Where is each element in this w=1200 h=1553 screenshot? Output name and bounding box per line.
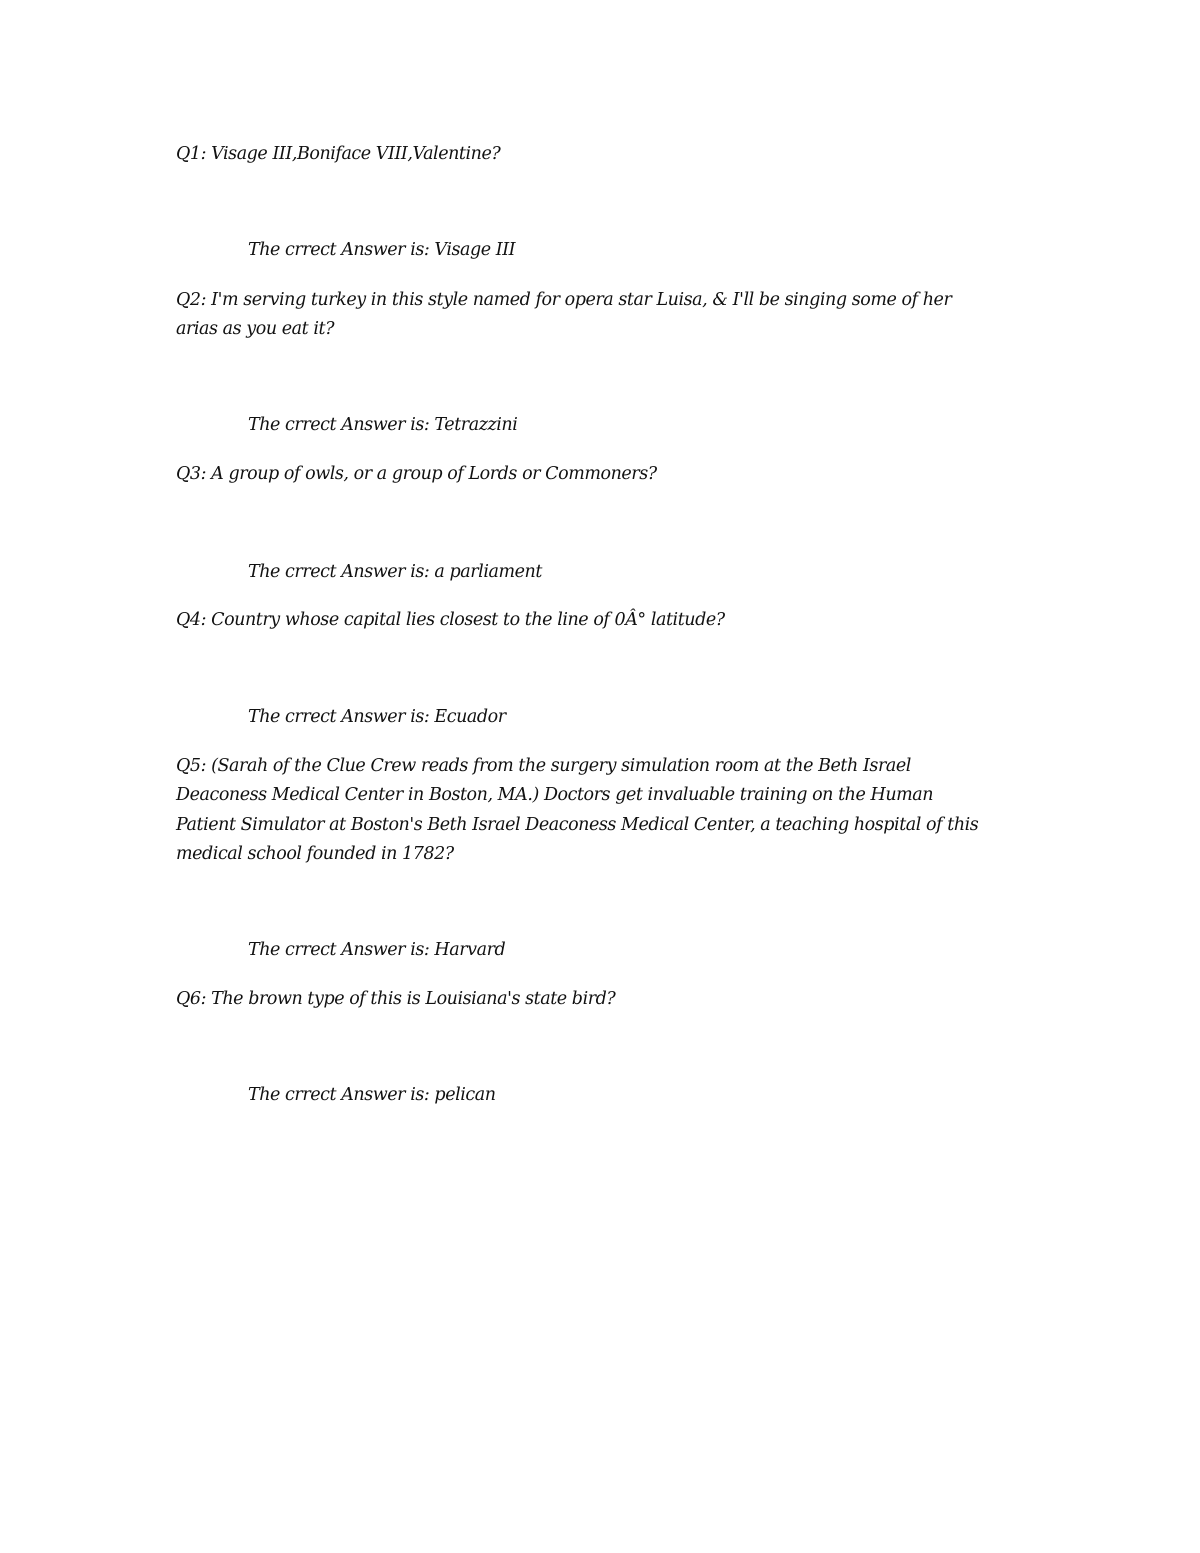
question-6-text: Q6: The brown type of this is Louisiana's state bird? xyxy=(176,989,616,1009)
question-1-text: Q1: Visage III,Boniface VIII,Valentine? xyxy=(176,144,501,164)
question-5-text-line-1: Q5: (Sarah of the Clue Crew reads from the surgery simulation room at the Beth Israel xyxy=(176,756,911,776)
answer-6-text: The crrect Answer is: pelican xyxy=(248,1085,496,1105)
answer-5-text: The crrect Answer is: Harvard xyxy=(248,940,506,960)
answer-3-text: The crrect Answer is: a parliament xyxy=(248,562,542,582)
question-4-text: Q4: Country whose capital lies closest to the line of 0Â° latitude? xyxy=(176,610,725,630)
question-2-text-line-2: arias as you eat it? xyxy=(176,319,335,339)
answer-2-text: The crrect Answer is: Tetrazzini xyxy=(248,415,518,435)
question-5-text-line-4: medical school founded in 1782? xyxy=(176,844,454,864)
question-5-text-line-3: Patient Simulator at Boston's Beth Israel Deaconess Medical Center, a teaching hospital of this xyxy=(176,815,979,835)
answer-4-text: The crrect Answer is: Ecuador xyxy=(248,707,506,727)
answer-1-text: The crrect Answer is: Visage III xyxy=(248,240,516,260)
question-5-text-line-2: Deaconess Medical Center in Boston, MA.) Doctors get invaluable training on the Human xyxy=(176,785,934,805)
question-2-text-line-1: Q2: I'm serving turkey in this style named for opera star Luisa, & I'll be singing some of her xyxy=(176,290,952,310)
question-3-text: Q3: A group of owls, or a group of Lords or Commoners? xyxy=(176,464,657,484)
